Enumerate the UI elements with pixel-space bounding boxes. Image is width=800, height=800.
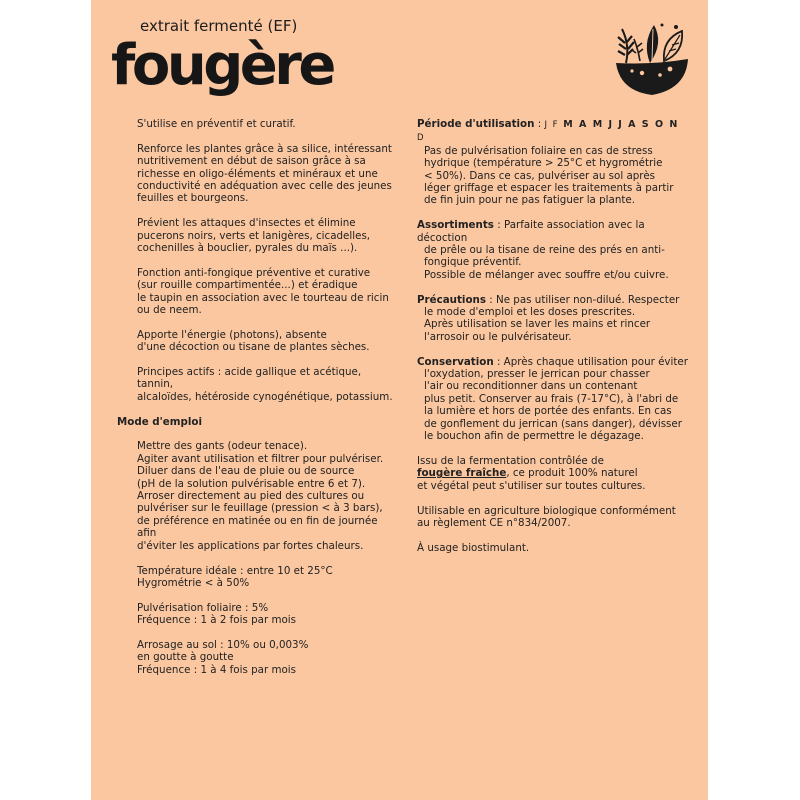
energie-line: Apporte l'énergie (photons), absente (137, 328, 327, 341)
periode-text: Pas de pulvérisation foliaire en cas de stress (424, 144, 653, 157)
sol-frequence-line: Fréquence : 1 à 4 fois par mois (137, 663, 297, 676)
precautions-text: Après utilisation se laver les mains et rincer (424, 318, 651, 331)
assortiments-text: fongique préventif. (424, 256, 522, 269)
issu-line: Issu de la fermentation contrôlée de (417, 454, 604, 467)
assortiments-label: Assortiments (417, 219, 494, 232)
temperature-line: Température idéale : entre 10 et 25°C (137, 564, 333, 577)
left-column (117, 118, 397, 676)
issu-line: et végétal peut s'utiliser sur toutes cultures. (417, 479, 646, 492)
conservation-text: de gonflement du jerrican (sans danger), dévisser (424, 417, 682, 430)
mode-line: Mettre des gants (odeur tenace). (137, 440, 308, 453)
precautions-label: Précautions (417, 293, 486, 306)
issu-line (417, 467, 689, 479)
conservation-text: l'oxydation, presser le jerrican pour chasser (424, 368, 650, 381)
months-active: M A M J J A S O N (563, 119, 679, 130)
insects-line: cochenilles à bouclier, pyrales du maïs ...). (137, 242, 358, 255)
principes-line: alcaloïdes, hétéroside cynogénétique, potassium. (137, 390, 393, 403)
intro-text: S'utilise en préventif et curatif. (137, 118, 296, 130)
precautions-text: : Ne pas utiliser non-dilué. Respecter (485, 293, 680, 306)
mode-line: d'éviter les applications par fortes chaleurs. (137, 539, 364, 552)
silice-line: feuilles et bourgeons. (137, 192, 249, 205)
silice-line: conductivité en adéquation avec celle des jeunes (137, 180, 392, 193)
fern-bowl-icon (612, 19, 692, 99)
mode-line: de préférence en matinée ou en fin de journée afin (137, 514, 378, 540)
fougere-fraiche-text: fougère fraîche (417, 467, 507, 480)
assortiments-text: : Parfaite association avec la décoction (417, 219, 645, 244)
bio-line: au règlement CE n°834/2007. (417, 516, 571, 529)
insects-line: pucerons noirs, verts et lanigères, cicadelles, (137, 229, 371, 242)
periode-text: < 50%). Dans ce cas, pulvériser au sol après (424, 169, 656, 182)
conservation-text: : Après chaque utilisation pour éviter (493, 355, 688, 368)
precautions-line (417, 294, 689, 306)
periode-text: hydrique (température > 25°C et hygrométrie (424, 157, 663, 170)
foliaire-line: Pulvérisation foliaire : 5% (137, 601, 269, 614)
periode-text: de fin juin pour ne pas fatiguer la plante. (424, 194, 636, 207)
conservation-text: le bouchon afin de permettre le dégazage. (424, 430, 644, 443)
energie-line: d'une décoction ou tisane de plantes sèches. (137, 341, 370, 354)
mode-line: pulvériser sur le feuillage (pression < à 3 bars), (137, 502, 383, 515)
periode-line: Période d'utilisation : J F M A M J J A S O N D (417, 118, 679, 144)
mode-line: (pH de la solution pulvérisable entre 6 et 7). (137, 477, 366, 490)
mode-emploi-heading: Mode d'emploi (117, 415, 202, 428)
precautions-text: l'arrosoir ou le pulvérisateur. (424, 330, 572, 343)
fongique-line: le taupin en association avec le tourteau de ricin (137, 291, 389, 304)
conservation-line (417, 356, 689, 368)
fongique-line: Fonction anti-fongique préventive et curative (137, 266, 371, 279)
months-light-start: J F (544, 120, 560, 130)
periode-label: Période d'utilisation (417, 118, 535, 130)
hygrometrie-line: Hygrométrie < à 50% (137, 576, 250, 589)
fongique-line: ou de neem. (137, 304, 202, 317)
silice-line: nutritivement en début de saison grâce à sa (137, 155, 366, 168)
mode-line: Diluer dans de l'eau de pluie ou de source (137, 465, 355, 478)
right-column (417, 118, 689, 554)
conservation-text: la lumière et hors de portée des enfants. En cas (424, 405, 672, 418)
silice-line: Renforce les plantes grâce à sa silice, intéressant (137, 142, 392, 155)
principes-line: Principes actifs : acide gallique et acétique, tannin, (137, 366, 362, 391)
mode-line: Agiter avant utilisation et filtrer pour pulvériser. (137, 452, 384, 465)
assortiments-line (417, 219, 689, 244)
assortiments-text: de prêle ou la tisane de reine des prés en anti- (424, 244, 665, 257)
sol-line: en goutte à goutte (137, 651, 234, 664)
silice-line: richesse en oligo-éléments et minéraux et une (137, 167, 378, 180)
product-subtitle: extrait fermenté (EF) (140, 17, 298, 35)
fongique-line: (sur rouille compartimentée...) et éradique (137, 279, 358, 292)
sol-line: Arrosage au sol : 10% ou 0,003% (137, 638, 309, 651)
mode-line: Arroser directement au pied des cultures ou (137, 490, 365, 503)
issu-rest-text: , ce produit 100% naturel (506, 467, 638, 480)
bio-line: Utilisable en agriculture biologique conformément (417, 504, 676, 517)
precautions-text: le mode d'emploi et les doses prescrites. (424, 306, 636, 319)
months-light-end: D (417, 133, 426, 144)
product-label (91, 0, 708, 800)
conservation-text: plus petit. Conserver au frais (7-17°C), à l'abri de (424, 392, 679, 405)
conservation-text: l'air ou reconditionner dans un contenant (424, 380, 638, 393)
insects-line: Prévient les attaques d'insectes et élimine (137, 217, 356, 230)
usage-line: À usage biostimulant. (417, 541, 530, 554)
product-title: fougère (111, 33, 333, 98)
assortiments-text: Possible de mélanger avec souffre et/ou cuivre. (424, 268, 669, 281)
periode-text: léger griffage et espacer les traitements à partir (424, 182, 674, 195)
conservation-label: Conservation (417, 355, 494, 368)
foliaire-frequence-line: Fréquence : 1 à 2 fois par mois (137, 614, 297, 627)
